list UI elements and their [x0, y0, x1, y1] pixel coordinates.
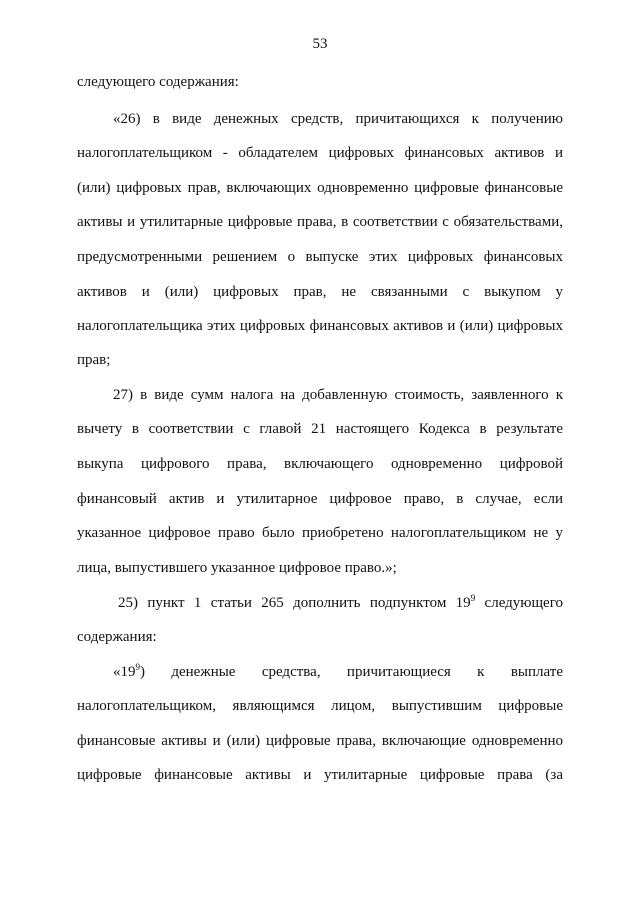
text-line: лица, выпустившего указанное цифровое право.»; [77, 560, 397, 576]
text-line: цифровые финансовые активы и утилитарные цифровые права (за [77, 767, 563, 783]
text-fragment: ) денежные средства, причитающиеся к выплате [140, 664, 563, 680]
text-line: следующего содержания: [77, 74, 239, 90]
page-number: 53 [312, 36, 328, 52]
text-line: финансовый актив и утилитарное цифровое право, в случае, если [77, 491, 563, 507]
text-line: 27) в виде сумм налога на добавленную стоимость, заявленного к [113, 387, 563, 403]
text-fragment: «19 [113, 664, 136, 680]
text-fragment: следующего [475, 595, 563, 611]
text-line: вычету в соответствии с главой 21 настоящего Кодекса в результате [77, 421, 563, 437]
text-line: (или) цифровых прав, включающих одновременно цифровые финансовые [77, 180, 563, 196]
text-line: налогоплательщиком - обладателем цифровых финансовых активов и [77, 145, 563, 161]
text-line [113, 663, 563, 681]
text-line: активы и утилитарные цифровые права, в соответствии с обязательствами, [77, 214, 563, 230]
text-line: налогоплательщика этих цифровых финансовых активов и (или) цифровых [77, 318, 563, 334]
text-line: прав; [77, 352, 111, 368]
text-line: финансовые активы и (или) цифровые права, включающие одновременно [77, 733, 563, 749]
text-line: содержания: [77, 629, 157, 645]
text-line: «26) в виде денежных средств, причитающихся к получению [113, 111, 563, 127]
text-line: указанное цифровое право было приобретено налогоплательщиком не у [77, 525, 563, 541]
text-fragment: 25) пункт 1 статьи 265 дополнить подпунктом 19 [118, 595, 471, 611]
text-line: активов и (или) цифровых прав, не связанными с выкупом у [77, 284, 563, 300]
text-line: предусмотренными решением о выпуске этих цифровых финансовых [77, 249, 563, 265]
text-line [118, 594, 563, 612]
text-line: выкупа цифрового права, включающего одновременно цифровой [77, 456, 563, 472]
superscript: 9 [135, 662, 140, 672]
superscript: 9 [470, 593, 476, 603]
text-line: налогоплательщиком, являющимся лицом, выпустившим цифровые [77, 698, 563, 714]
